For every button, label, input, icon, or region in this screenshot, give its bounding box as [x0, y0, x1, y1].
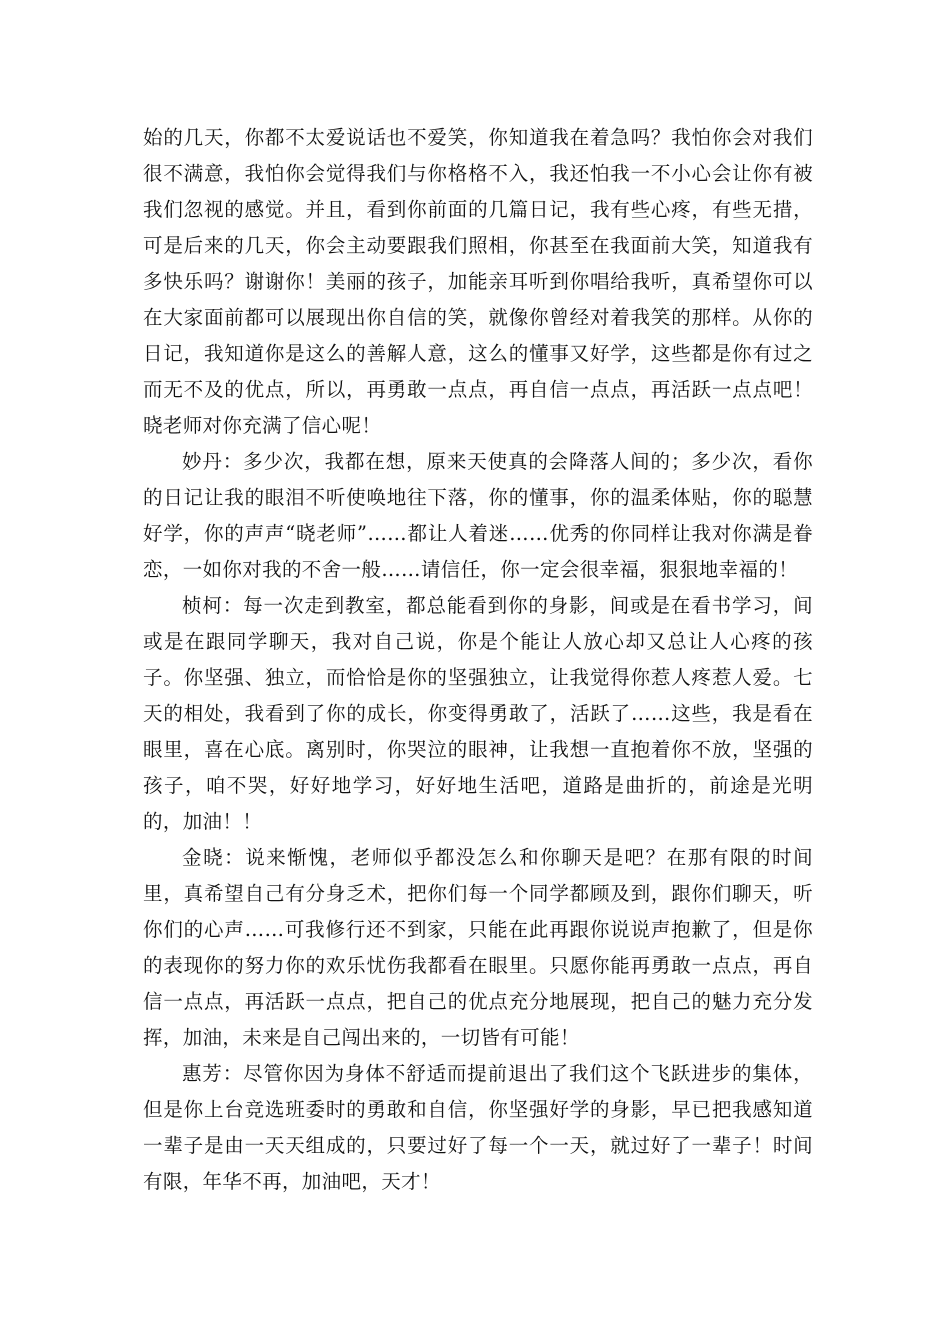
paragraph-miaodan: 妙丹：多少次，我都在想，原来天使真的会降落人间的；多少次，看你的日记让我的眼泪不听使唤地往下落，你的懂事，你的温柔体贴，你的聪慧好学，你的声声“晓老师”……都让人着迷……优秀的你同样让我对你满是眷恋，一如你对我的不舍一般……请信任，你一定会很幸福，狠狠地幸福的！: [143, 450, 813, 581]
paragraph-jinxiao: 金晓：说来惭愧，老师似乎都没怎么和你聊天是吧？在那有限的时间里，真希望自己有分身乏术，把你们每一个同学都顾及到，跟你们聊天，听你们的心声……可我修行还不到家，只能在此再跟你说说声抱歉了，但是你的表现你的努力你的欢乐忧伤我都看在眼里。只愿你能再勇敢一点点，再自信一点点，再活跃一点点，把自己的优点充分地展现，把自己的魅力充分发挥，加油，未来是自己闯出来的，一切皆有可能！: [143, 846, 813, 1049]
paragraph-continuation: 始的几天，你都不太爱说话也不爱笑，你知道我在着急吗？我怕你会对我们很不满意，我怕你会觉得我们与你格格不入，我还怕我一不小心会让你有被我们忽视的感觉。并且，看到你前面的几篇日记，我有些心疼，有些无措，可是后来的几天，你会主动要跟我们照相，你甚至在我面前大笑，知道我有多快乐吗？谢谢你！美丽的孩子，加能亲耳听到你唱给我听，真希望你可以在大家面前都可以展现出你自信的笑，就像你曾经对着我笑的那样。从你的日记，我知道你是这么的善解人意，这么的懂事又好学，这些都是你有过之而无不及的优点，所以，再勇敢一点点，再自信一点点，再活跃一点点吧！晓老师对你充满了信心呢！: [143, 126, 813, 437]
paragraph-zhenke: 桢柯：每一次走到教室，都总能看到你的身影，间或是在看书学习，间或是在跟同学聊天，我对自己说，你是个能让人放心却又总让人心疼的孩子。你坚强、独立，而恰恰是你的坚强独立，让我觉得你惹人疼惹人爱。七天的相处，我看到了你的成长，你变得勇敢了，活跃了……这些，我是看在眼里，喜在心底。离别时，你哭泣的眼神，让我想一直抱着你不放，坚强的孩子，咱不哭，好好地学习，好好地生活吧，道路是曲折的，前途是光明的，加油！！: [143, 594, 813, 833]
paragraph-huifang: 惠芳：尽管你因为身体不舒适而提前退出了我们这个飞跃进步的集体，但是你上台竞选班委时的勇敢和自信，你坚强好学的身影，早已把我感知道一辈子是由一天天组成的，只要过好了每一个一天，就过好了一辈子！时间有限，年华不再，加油吧，天才！: [143, 1062, 813, 1193]
document-page: [143, 120, 813, 1200]
